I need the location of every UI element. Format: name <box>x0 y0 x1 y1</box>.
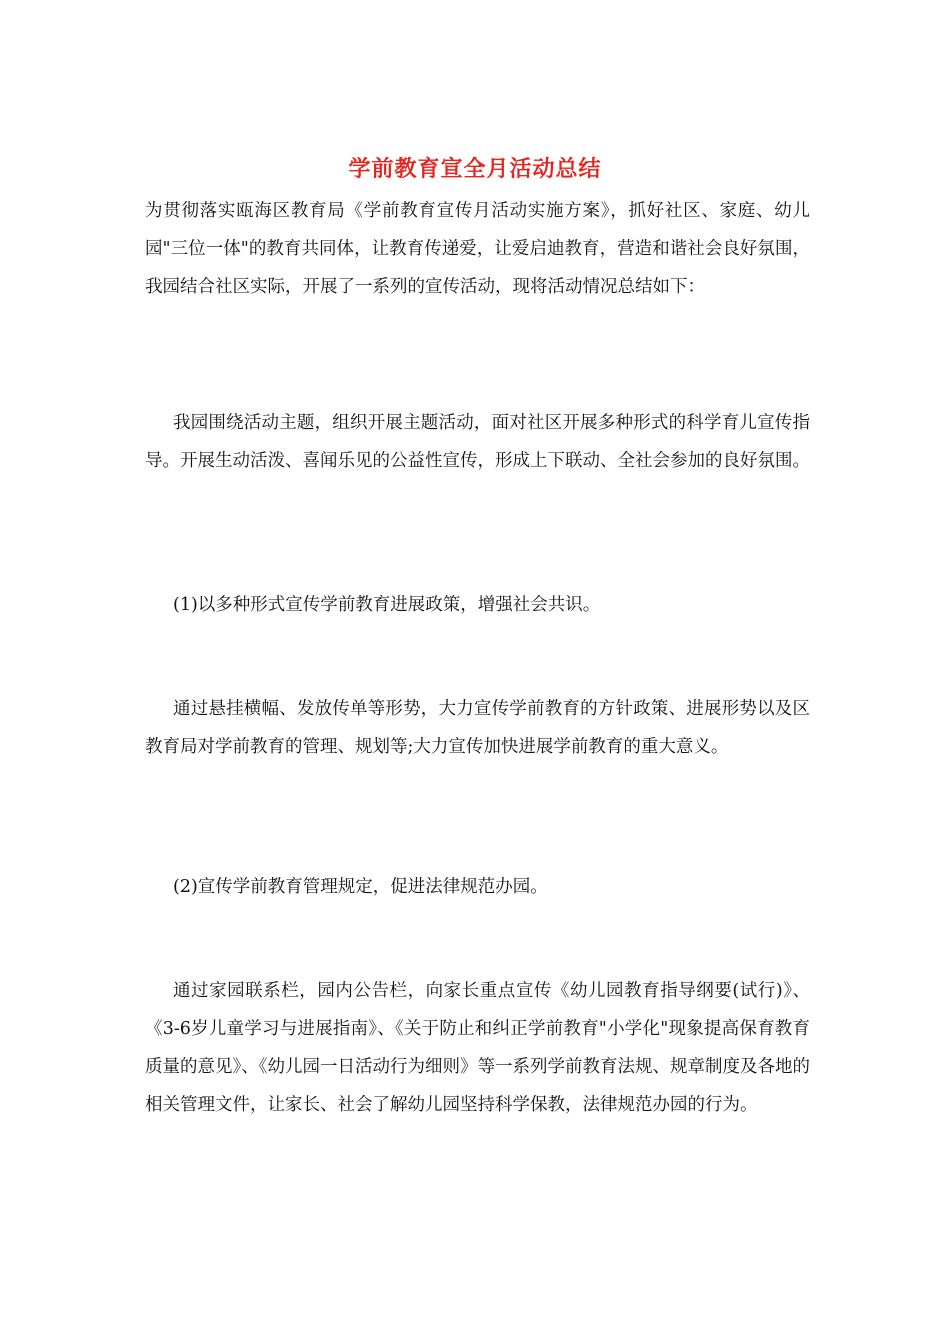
section-body-2: 通过家园联系栏，园内公告栏，向家长重点宣传《幼儿园教育指导纲要(试行)》、《3-6岁儿童学习与进展指南》、《关于防止和纠正学前教育"小学化"现象提高保育教育质量的意见》、《幼儿园一日活动行为细则》等一系列学前教育法规、规章制度及各地的相关管理文件，让家长、社会了解幼儿园坚持科学保教，法律规范办园的行为。 <box>145 981 810 1115</box>
document-title: 学前教育宣全月活动总结 <box>348 156 602 182</box>
section-heading-2: (2)宣传学前教育管理规定，促进法律规范办园。 <box>173 877 548 897</box>
section-heading-1: (1)以多种形式宣传学前教育进展政策，增强社会共识。 <box>173 595 601 615</box>
section-body-1: 通过悬挂横幅、发放传单等形势，大力宣传学前教育的方针政策、进展形势以及区教育局对学前教育的管理、规划等;大力宣传加快进展学前教育的重大意义。 <box>145 699 810 757</box>
theme-paragraph: 我园围绕活动主题，组织开展主题活动，面对社区开展多种形式的科学育儿宣传指导。开展生动活泼、喜闻乐见的公益性宣传，形成上下联动、全社会参加的良好氛围。 <box>145 413 810 471</box>
intro-paragraph: 为贯彻落实瓯海区教育局《学前教育宣传月活动实施方案》，抓好社区、家庭、幼儿园"三位一体"的教育共同体，让教育传递爱，让爱启迪教育，营造和谐社会良好氛围，我园结合社区实际，开展了一系列的宣传活动，现将活动情况总结如下： <box>145 201 810 297</box>
